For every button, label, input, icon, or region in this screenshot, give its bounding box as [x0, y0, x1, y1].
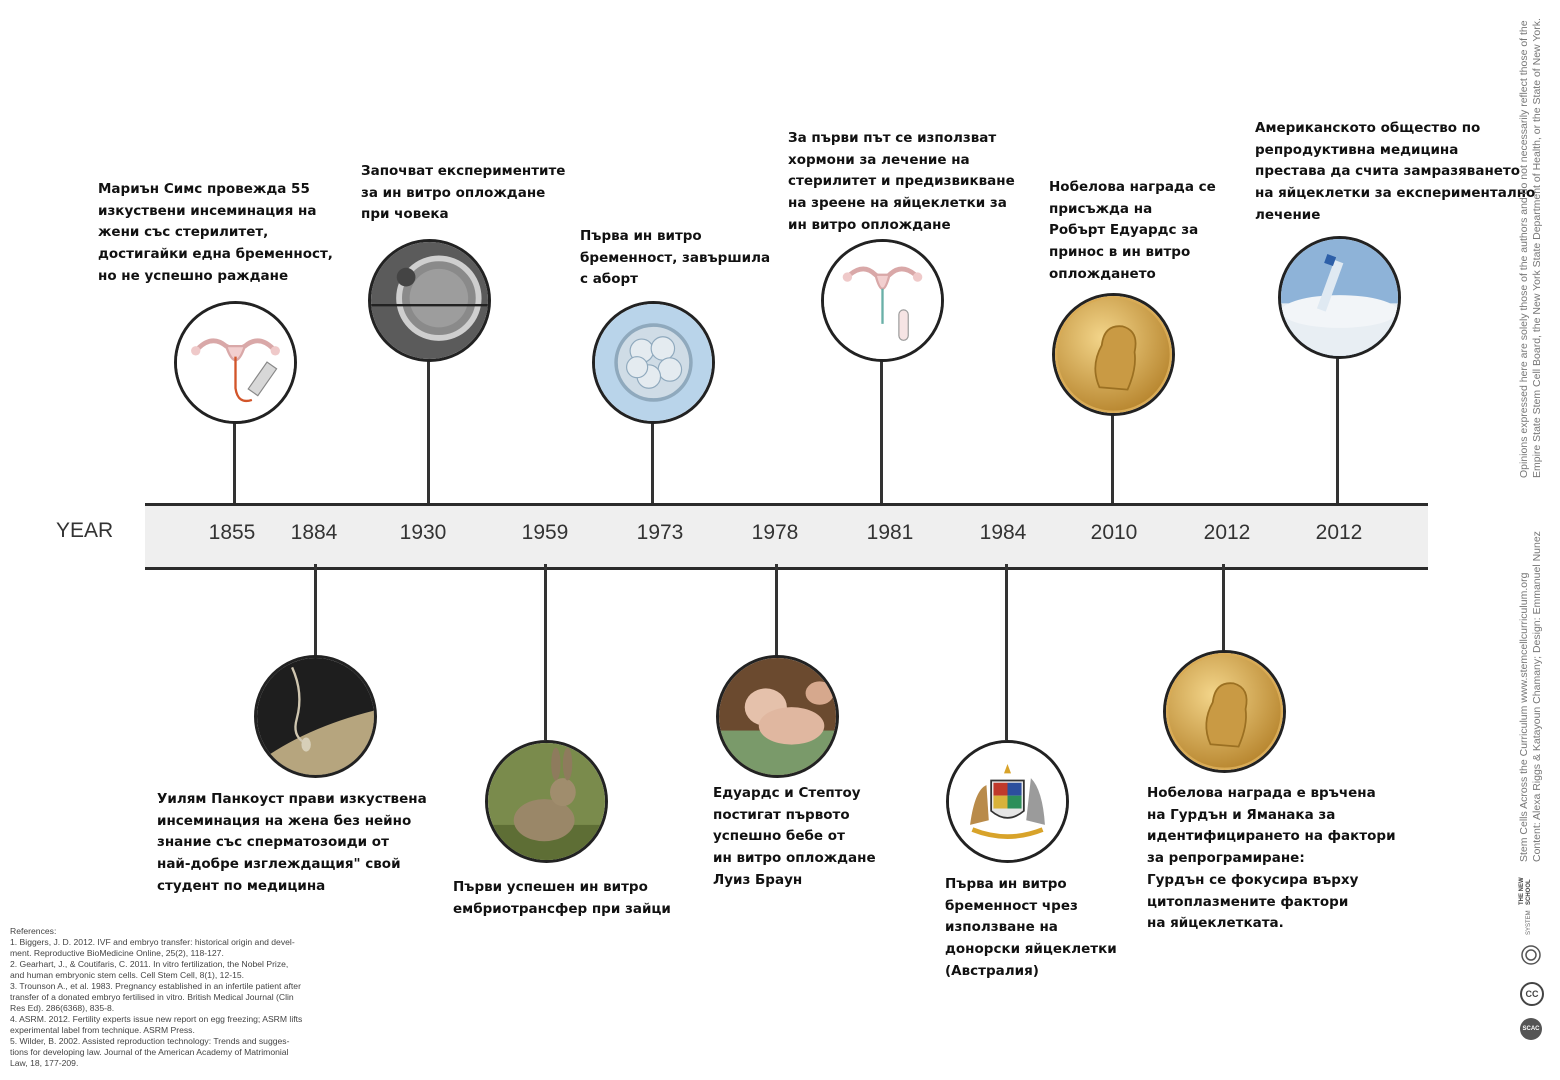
uterus-syringe-icon: [177, 304, 294, 421]
year-label: 2012: [1315, 521, 1363, 544]
event-image-2012b: [1163, 650, 1286, 773]
event-image-1884: [254, 655, 377, 778]
year-label: 1959: [521, 521, 569, 544]
event-text-1978: Едуардс и Стептоу постигат първото успешно бебе от ин витро оплождане Луиз Браун: [713, 785, 876, 888]
system-logo-icon: [1520, 944, 1542, 966]
event-text-1981: За първи път се използват хормони за лечение на стерилитет и предизвикване на зреене на яйцеклетки за ин витро оплождане: [788, 130, 1015, 233]
event-image-1855: [174, 301, 297, 424]
event-text-2010: Нобелова награда се присъжда на Робърт Едуардс за принос в ин витро оплождането: [1049, 179, 1216, 282]
event-text-2012b: Нобелова награда е връчена на Гурдън и Яманака за идентифицирането на фактори за репрограмиране: Гурдън се фокусира върху цитоплазмените фактори на яйцеклетката.: [1147, 785, 1396, 932]
disclaimer-line-2: Empire State Stem Cell Board, the New York State Department of Health, or the State of New York.: [1531, 18, 1543, 478]
timeline-connector: [1336, 356, 1339, 503]
timeline-connector: [1005, 564, 1008, 740]
system-logo-text: SYSTEM: [1526, 910, 1532, 935]
nobel-medal-icon: [1166, 653, 1283, 770]
year-label: 2012: [1203, 521, 1251, 544]
baby-icon: [719, 658, 836, 775]
event-text-2012a: Американското общество по репродуктивна медицина престава да счита замразяването на яйцеклетки за експериментално лечение: [1255, 120, 1536, 223]
timeline-connector: [544, 564, 547, 740]
timeline-connector: [314, 564, 317, 656]
rabbit-icon: [488, 743, 605, 860]
new-school-logo: THE NEW SCHOOL: [1519, 877, 1532, 905]
event-text-1959: Първи успешен ин витро ембриотрансфер при зайци: [453, 879, 671, 917]
event-image-1973: [592, 301, 715, 424]
year-label: 1973: [636, 521, 684, 544]
uterus-tube-icon: [824, 242, 941, 359]
event-image-1959: [485, 740, 608, 863]
axis-label: YEAR: [56, 519, 114, 542]
event-text-1930: Започват експериментите за ин витро оплождане при човека: [361, 163, 566, 223]
nobel-medal-icon: [1055, 296, 1172, 413]
credits-line-2: Content: Alexa Riggs & Katayoun Chamany; Design: Emmanuel Nunez: [1531, 531, 1543, 862]
event-text-1884: Уилям Панкоуст прави изкуствена инсеминация на жена без нейно знание със сперматозоиди от най-добре изглеждащия" свой студент по медицина: [157, 791, 427, 894]
timeline-connector: [233, 421, 236, 503]
references: References: 1. Biggers, J. D. 2012. IVF and embryo transfer: historical origin and devel- ment. Reproductive BioMedicine Online, 25(2), 118-127. 2. Gearhart, J., & Coutifaris, C. 2011. In vitro fertilization, the Nobel Prize, and human embryonic stem cells. Cell Stem Cell, 8(1), 12-15. 3. Trounson A., et al. 1983. Pregnancy established in an infertile patient after transfer of a donated embryo fertilised in vitro. British Medical Journal (Clin Res Ed). 286(6368), 835-8. 4. ASRM. 2012. Fertility experts issue new report on egg freezing; ASRM lifts experimental label from technique. ASRM Press. 5. Wilder, B. 2002. Assisted reproduction technology: Trends and sugges- tions for developing law. Journal of the American Academy of Matrimonial Law, 18, 177-209.: [10, 926, 303, 1068]
event-text-1984: Първа ин витро бременност чрез използване на донорски яйцеклетки (Австралия): [945, 876, 1117, 979]
event-text-1855: Мариън Симс провежда 55 изкуствени инсеминация на жени със стерилитет, достигайки една бременност, но не успешно раждане: [98, 181, 333, 284]
event-image-1984: [946, 740, 1069, 863]
cryo-vial-icon: [1281, 239, 1398, 356]
timeline-connector: [1111, 413, 1114, 503]
event-image-1981: [821, 239, 944, 362]
year-label: 1984: [979, 521, 1027, 544]
timeline-connector: [1222, 564, 1225, 651]
event-image-1930: [368, 239, 491, 362]
year-label: 1884: [290, 521, 338, 544]
timeline-connector: [775, 564, 778, 656]
credits-line-1: Stem Cells Across the Curriculum www.stemcellcurriculum.org: [1518, 572, 1530, 862]
australia-coat-of-arms-icon: [949, 743, 1066, 860]
timeline-connector: [651, 420, 654, 503]
disclaimer-line-1: Opinions expressed here are solely those of the authors and do not necessarily reflect those of the: [1518, 20, 1530, 478]
event-image-1978: [716, 655, 839, 778]
year-label: 1930: [399, 521, 447, 544]
event-image-2010: [1052, 293, 1175, 416]
year-label: 1855: [208, 521, 256, 544]
year-label: 1978: [751, 521, 799, 544]
embryo-icon: [595, 304, 712, 421]
timeline-connector: [880, 357, 883, 503]
year-label: 2010: [1090, 521, 1138, 544]
human-egg-icon: [371, 242, 488, 359]
event-image-2012a: [1278, 236, 1401, 359]
year-label: 1981: [866, 521, 914, 544]
scac-logo-icon: SCAC: [1520, 1018, 1542, 1040]
cc-logo-icon: CC: [1520, 982, 1544, 1006]
event-text-1973: Първа ин витро бременност, завършила с аборт: [580, 228, 771, 288]
timeline-connector: [427, 357, 430, 503]
sperm-icon: [257, 658, 374, 775]
